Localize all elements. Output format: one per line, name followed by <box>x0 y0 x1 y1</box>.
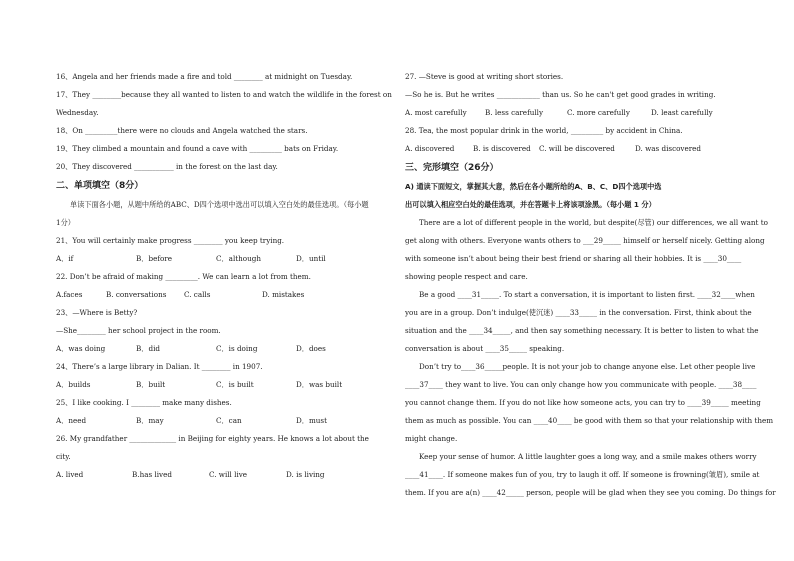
option-d: D．does <box>296 344 326 353</box>
section-3-intro-cont: 出可以填入相应空白处的最佳选项，并在答题卡上将该项涂黑。（每小题 1 分） <box>405 200 656 209</box>
option-d: D. was discovered <box>635 144 702 153</box>
question-16: 16、Angela and her friends made a fire and told ________ at midnight on Tuesday. <box>56 72 353 81</box>
passage-line: There are a lot of different people in the world, but despite(尽管) our differences, we all want to <box>419 218 768 227</box>
option-a: A．if <box>56 254 74 263</box>
right-column <box>405 68 776 502</box>
passage-line: Be a good ____31_____. To start a conversation, it is important to listen first. ____32____when <box>419 290 755 299</box>
option-b: B.has lived <box>132 470 172 479</box>
option-a: A. discovered <box>405 144 455 153</box>
question-27: 27. —Steve is good at writing short stories. <box>405 72 564 81</box>
option-b: B. conversations <box>106 290 167 299</box>
passage-line: might change. <box>405 434 458 443</box>
passage-line: get along with others. Everyone wants others to ___29_____ himself or herself nicely. Getting along <box>405 236 765 245</box>
passage-line: them. If you are a(n) ____42_____ person, people will be glad when they see you coming. Do things for <box>405 488 776 497</box>
options-28 <box>405 140 735 158</box>
section-2-intro: 单读下面各小题，从题中所给的ABC、D四个选项中选出可以填入空白处的最佳选项。（每小题 <box>70 200 369 209</box>
option-d: D．until <box>296 254 326 263</box>
question-19: 19、They climbed a mountain and found a cave with _________ bats on Friday. <box>56 144 339 153</box>
option-c: C. will be discovered <box>539 144 615 153</box>
passage-line: showing people respect and care. <box>405 272 528 281</box>
section-3-intro: A) 通读下面短文，掌握其大意，然后在各小题所给的A、B、C、D四个选项中选 <box>405 182 662 191</box>
passage-line: you cannot change them. If you do not like how someone acts, you can try to ____39_____ meeting <box>405 398 761 407</box>
question-18: 18、On _________there were no clouds and Angela watched the stars. <box>56 126 308 135</box>
options-27 <box>405 104 735 122</box>
passage-line: Don’t try to____36_____people. It is not your job to change anyone else. Let other people live <box>419 362 756 371</box>
passage-line: ____37____ they want to live. You can only change how you communicate with people. ____38____ <box>405 380 757 389</box>
question-26: 26. My grandfather _____________ in Beijing for eighty years. He knows a lot about the <box>56 434 369 443</box>
question-26-cont: city. <box>56 452 71 461</box>
option-b: B．may <box>136 416 164 425</box>
question-28: 28. Tea, the most popular drink in the world, _________ by accident in China. <box>405 126 683 135</box>
option-a: A．need <box>56 416 87 425</box>
question-27-cont: —So he is. But he writes ____________ than us. So he can't get good grades in writing. <box>405 90 716 99</box>
option-d: D. least carefully <box>651 108 713 117</box>
option-a: A．was doing <box>56 344 106 353</box>
option-c: C．is built <box>216 380 254 389</box>
passage-line: with someone isn’t about being their best friend or sharing all their hobbies. It is ____30____ <box>405 254 742 263</box>
option-d: D．was built <box>296 380 343 389</box>
passage-line: situation and the ____34_____, and then say something necessary. It is better to listen to what the <box>405 326 759 335</box>
option-c: C．although <box>216 254 261 263</box>
question-21: 21、You will certainly make progress ________ you keep trying. <box>56 236 285 245</box>
option-c: C. will live <box>209 470 248 479</box>
question-24: 24、There’s a large library in Dalian. It ________ in 1907. <box>56 362 263 371</box>
options-21 <box>56 250 386 268</box>
options-24 <box>56 376 386 394</box>
question-17-cont: Wednesday. <box>56 108 99 117</box>
question-22: 22. Don’t be afraid of making _________. We can learn a lot from them. <box>56 272 311 281</box>
question-25: 25、I like cooking. I ________ make many dishes. <box>56 398 232 407</box>
option-a: A．builds <box>56 380 91 389</box>
option-c: C. calls <box>184 290 211 299</box>
passage-line: them as much as possible. You can ____40____ be good with them so that your relationship with them <box>405 416 774 425</box>
option-a: A. most carefully <box>405 108 467 117</box>
question-23: 23、—Where is Betty? <box>56 308 138 317</box>
option-c: C. more carefully <box>567 108 630 117</box>
section-2-intro-cont: 1分） <box>56 218 75 227</box>
options-26 <box>56 466 386 484</box>
options-25 <box>56 412 386 430</box>
passage-line: conversation is about ____35_____ speaking. <box>405 344 565 353</box>
option-b: B．built <box>136 380 166 389</box>
option-b: B．did <box>136 344 160 353</box>
question-20: 20、They discovered ___________ in the forest on the last day. <box>56 162 278 171</box>
option-a: A.faces <box>56 290 83 299</box>
passage-line: you are in a group. Don’t indulge(使沉迷) ____33_____ in the conversation. First, think about the <box>405 308 752 317</box>
section-2-title: 二、单项填空（8分） <box>56 181 144 191</box>
options-23 <box>56 340 386 358</box>
option-a: A. lived <box>56 470 84 479</box>
options-22 <box>56 286 386 304</box>
option-b: B. is discovered <box>473 144 531 153</box>
option-d: D. is living <box>286 470 325 479</box>
option-c: C．can <box>216 416 242 425</box>
passage-line: Keep your sense of humor. A little laughter goes a long way, and a smile makes others worry <box>419 452 757 461</box>
option-d: D. mistakes <box>262 290 305 299</box>
question-17: 17、They ________because they all wanted to listen to and watch the wildlife in the forest on <box>56 90 392 99</box>
section-3-title: 三、完形填空（26分） <box>405 163 499 173</box>
passage-line: ____41____. If someone makes fun of you, try to laugh it off. If someone is frowning(皱眉), smile at <box>405 470 760 479</box>
option-b: B．before <box>136 254 173 263</box>
option-c: C．is doing <box>216 344 258 353</box>
option-b: B. less carefully <box>485 108 544 117</box>
option-d: D．must <box>296 416 327 425</box>
question-23-cont: —She________ her school project in the room. <box>56 326 221 335</box>
left-column <box>56 68 392 484</box>
